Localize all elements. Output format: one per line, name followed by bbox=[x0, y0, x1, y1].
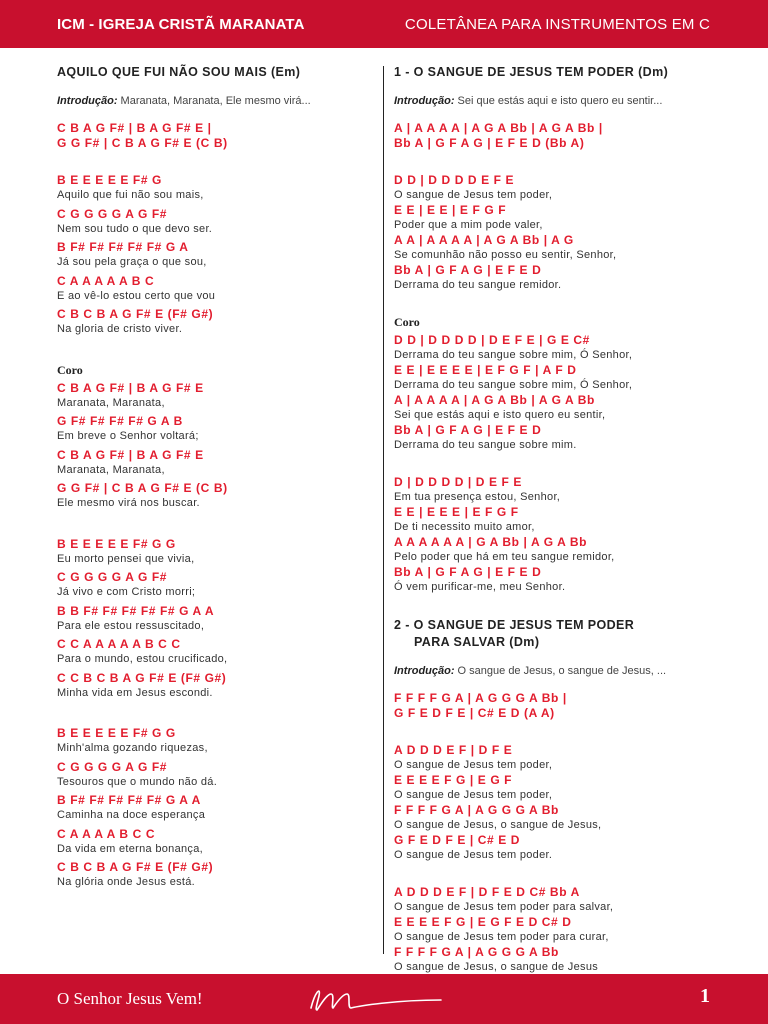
chord-line: A A A A A A | G A Bb | A G A Bb bbox=[394, 535, 588, 549]
chord-line: C B A G F# | B A G F# E bbox=[57, 447, 204, 462]
chord-line: A D D D E F | D F E bbox=[394, 743, 513, 757]
lyric-line: Da vida em eterna bonança, bbox=[57, 842, 203, 855]
lyric-line: Para o mundo, estou crucificado, bbox=[57, 653, 228, 665]
lyric-line: Derrama do teu sangue sobre mim, Ó Senhor, bbox=[394, 379, 633, 391]
chord-line: B F# F# F# F# F# G A bbox=[57, 240, 189, 254]
chord-line: C B C B A G F# E (F# G#) bbox=[57, 860, 214, 874]
lyric-line: Minha vida em Jesus escondi. bbox=[57, 686, 213, 699]
verse-block bbox=[394, 173, 724, 293]
lyric-line: Pelo poder que há em teu sangue remidor, bbox=[394, 551, 615, 563]
collection-title: COLETÂNEA PARA INSTRUMENTOS EM C bbox=[404, 15, 710, 33]
left-column bbox=[57, 64, 372, 894]
lyric-line: O sangue de Jesus tem poder. bbox=[394, 849, 553, 861]
chord-line: E E | E E E E | E F G F | A F D bbox=[394, 363, 577, 377]
lyric-line: Sei que estás aqui e isto quero eu sentir, bbox=[394, 409, 606, 421]
lyric-line: Em breve o Senhor voltará; bbox=[57, 430, 199, 442]
chord-line: E E E E F G | E G F E D C# D bbox=[394, 915, 572, 929]
lyric-line: Ele mesmo virá nos buscar. bbox=[57, 497, 200, 509]
intro-label: Introdução: bbox=[394, 665, 455, 677]
lyric-line: Poder que a mim pode valer, bbox=[394, 219, 543, 231]
chord-line: F F F F G A | A G G G A Bb bbox=[394, 945, 559, 959]
lyric-line: Já vivo e com Cristo morri; bbox=[57, 586, 196, 598]
chorus-block bbox=[394, 315, 724, 453]
chord-line: D | D D D D | D E F E bbox=[394, 475, 522, 489]
lyric-line: Derrama do teu sangue remidor. bbox=[394, 279, 562, 291]
intro-chords bbox=[394, 121, 724, 151]
icm-logo-icon bbox=[305, 982, 445, 1016]
lyric-line: Derrama do teu sangue sobre mim. bbox=[394, 439, 577, 451]
lyric-line: O sangue de Jesus, o sangue de Jesus, bbox=[394, 819, 602, 831]
verse-block bbox=[57, 173, 372, 337]
lyric-line: Ó vem purificar-me, meu Senhor. bbox=[394, 581, 566, 593]
lyric-line: O sangue de Jesus tem poder para salvar, bbox=[394, 901, 614, 913]
chord-line: A D D D E F | D F E D C# Bb A bbox=[394, 885, 580, 899]
footer-motto: O Senhor Jesus Vem! bbox=[57, 989, 203, 1008]
chord-line: G F E D F E | C# E D bbox=[394, 833, 521, 847]
page-number: 1 bbox=[700, 985, 710, 1007]
chord-line: B E E E E E F# G G bbox=[57, 536, 176, 551]
chord-line: A | A A A A | A G A Bb | A G A Bb | bbox=[394, 121, 603, 135]
chord-line: G F E D F E | C# E D (A A) bbox=[394, 706, 555, 720]
lyric-line: Na gloria de cristo viver. bbox=[57, 323, 183, 335]
chord-line: D D | D D D D | D E F E | G E C# bbox=[394, 333, 590, 347]
lyric-line: Nem sou tudo o que devo ser. bbox=[57, 222, 213, 235]
chord-line: D D | D D D D E F E bbox=[394, 173, 515, 187]
lyric-line: De ti necessito muito amor, bbox=[394, 521, 535, 533]
chord-line: B E E E E E F# G G bbox=[57, 726, 176, 740]
chorus-label: Coro bbox=[394, 315, 420, 329]
intro-text: Sei que estás aqui e isto quero eu sentir... bbox=[454, 95, 663, 107]
chord-line: B F# F# F# F# F# G A A bbox=[57, 793, 201, 807]
chord-line: C C B C B A G F# E (F# G#) bbox=[57, 670, 227, 685]
column-divider bbox=[383, 66, 384, 954]
chord-line: C B C B A G F# E (F# G#) bbox=[57, 307, 214, 321]
church-name: ICM - IGREJA CRISTÃ MARANATA bbox=[57, 15, 305, 33]
chord-line: E E | E E E | E F G F bbox=[394, 505, 519, 519]
chord-line: C C A A A A A B C C bbox=[57, 637, 181, 651]
lyric-line: Aquilo que fui não sou mais, bbox=[57, 189, 204, 201]
intro-label: Introdução: bbox=[57, 95, 118, 107]
chord-line: E E E E F G | E G F bbox=[394, 773, 513, 787]
song-intro bbox=[57, 94, 372, 109]
song-title: AQUILO QUE FUI NÃO SOU MAIS (Em) bbox=[57, 65, 301, 79]
intro-text: O sangue de Jesus, o sangue de Jesus, ... bbox=[454, 665, 667, 677]
chord-line: G G F# | C B A G F# E (C B) bbox=[57, 136, 228, 150]
chord-line: C G G G G A G F# bbox=[57, 759, 168, 774]
intro-chords bbox=[394, 691, 724, 721]
chord-line: G G F# | C B A G F# E (C B) bbox=[57, 481, 228, 495]
lyric-line: Para ele estou ressuscitado, bbox=[57, 619, 205, 632]
lyric-line: Na glória onde Jesus está. bbox=[57, 876, 196, 888]
lyric-line: Em tua presença estou, Senhor, bbox=[394, 491, 561, 503]
footer-bar bbox=[0, 974, 768, 1024]
chord-line: E E | E E | E F G F bbox=[394, 203, 507, 217]
chord-line: C G G G G A G F# bbox=[57, 206, 168, 221]
song-title: 1 - O SANGUE DE JESUS TEM PODER (Dm) bbox=[394, 65, 669, 79]
verse-block bbox=[57, 726, 372, 890]
lyric-line: Maranata, Maranata, bbox=[57, 463, 165, 476]
song-title-2-cont: PARA SALVAR (Dm) bbox=[414, 635, 540, 649]
lyric-line: Tesouros que o mundo não dá. bbox=[57, 775, 218, 788]
chord-line: A A | A A A A | A G A Bb | A G bbox=[394, 233, 574, 247]
lyric-line: Caminha na doce esperança bbox=[57, 809, 206, 821]
intro-chords bbox=[57, 121, 372, 151]
lyric-line: E ao vê-lo estou certo que vou bbox=[57, 289, 216, 302]
lyric-line: Maranata, Maranata, bbox=[57, 396, 165, 409]
chord-line: C A A A A B C C bbox=[57, 826, 156, 841]
chorus-label: Coro bbox=[57, 362, 83, 377]
intro-text: Maranata, Maranata, Ele mesmo virá... bbox=[117, 95, 311, 107]
lyric-line: Se comunhão não posso eu sentir, Senhor, bbox=[394, 249, 617, 261]
chord-line: A | A A A A | A G A Bb | A G A Bb bbox=[394, 393, 595, 407]
chord-line: Bb A | G F A G | E F E D bbox=[394, 263, 542, 277]
verse-block bbox=[394, 743, 724, 863]
lyric-line: Já sou pela graça o que sou, bbox=[57, 256, 207, 268]
verse-block bbox=[57, 537, 372, 701]
chord-line: F F F F G A | A G G G A Bb | bbox=[394, 691, 567, 705]
chorus-block bbox=[57, 363, 372, 512]
lyric-line: Eu morto pensei que vivia, bbox=[57, 552, 195, 565]
lyric-line: O sangue de Jesus tem poder, bbox=[394, 789, 553, 801]
verse-block bbox=[394, 475, 724, 595]
chord-line: C A A A A A B C bbox=[57, 273, 155, 288]
chord-line: Bb A | G F A G | E F E D bbox=[394, 423, 542, 437]
lyric-line: O sangue de Jesus tem poder para curar, bbox=[394, 931, 609, 943]
lyric-line: O sangue de Jesus tem poder, bbox=[394, 759, 553, 771]
song-intro bbox=[394, 664, 724, 679]
header-bar bbox=[0, 0, 768, 48]
lyric-line: O sangue de Jesus tem poder, bbox=[394, 189, 553, 201]
chord-line: B B F# F# F# F# F# G A A bbox=[57, 603, 215, 618]
lyric-line: O sangue de Jesus, o sangue de Jesus bbox=[394, 961, 599, 973]
chord-line: C B A G F# | B A G F# E | bbox=[57, 121, 212, 135]
lyric-line: Derrama do teu sangue sobre mim, Ó Senhor, bbox=[394, 349, 633, 361]
lyric-line: Minh'alma gozando riquezas, bbox=[57, 742, 208, 754]
intro-label: Introdução: bbox=[394, 95, 455, 107]
right-column bbox=[394, 64, 724, 1005]
song-intro bbox=[394, 94, 724, 109]
chord-line: G F# F# F# F# G A B bbox=[57, 414, 183, 428]
chord-line: F F F F G A | A G G G A Bb bbox=[394, 803, 559, 817]
chord-line: B E E E E E F# G bbox=[57, 173, 162, 187]
chord-line: C B A G F# | B A G F# E bbox=[57, 380, 204, 395]
chord-line: Bb A | G F A G | E F E D (Bb A) bbox=[394, 136, 585, 150]
song-title-2: 2 - O SANGUE DE JESUS TEM PODER bbox=[394, 618, 635, 632]
chord-line: Bb A | G F A G | E F E D bbox=[394, 565, 542, 579]
chord-line: C G G G G A G F# bbox=[57, 570, 168, 584]
